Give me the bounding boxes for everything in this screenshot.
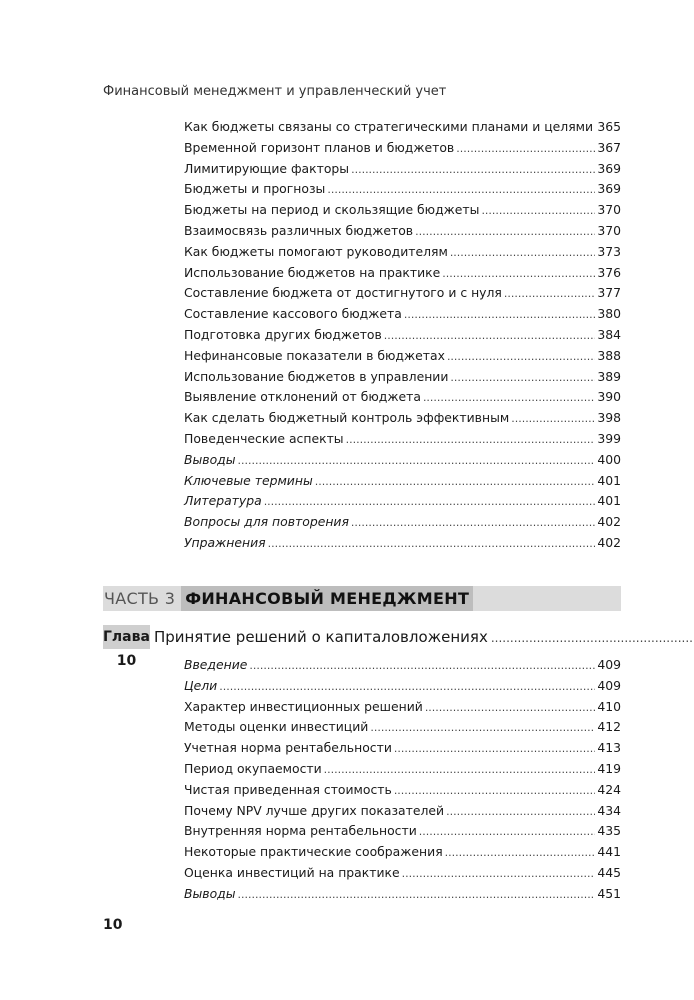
toc-entry-title: Почему NPV лучше других показателей — [184, 802, 445, 818]
toc-entry-page: 369 — [597, 181, 621, 197]
toc-entry — [184, 138, 621, 159]
toc-section-chapter-10 — [184, 655, 621, 905]
toc-entry-page: 398 — [597, 410, 621, 426]
dot-leader — [423, 388, 595, 409]
toc-entry-title: Выводы — [184, 885, 236, 901]
dot-leader — [447, 347, 595, 368]
toc-entry-page: 409 — [597, 657, 621, 672]
toc-entry-title: Нефинансовые показатели в бюджетах — [184, 347, 445, 363]
chapter-title-row — [154, 628, 694, 646]
toc-entry-page: 388 — [597, 347, 621, 363]
toc-entry-page: 435 — [597, 823, 621, 839]
chapter-title: Принятие решений о капиталовложениях — [153, 628, 488, 646]
dot-leader — [351, 513, 595, 534]
toc-entry — [184, 367, 621, 388]
toc-entry-title: Бюджеты и прогнозы — [184, 181, 326, 197]
toc-entry-page: 412 — [597, 719, 621, 735]
toc-entry-page: 365 — [597, 119, 621, 134]
dot-leader — [481, 201, 595, 222]
toc-entry — [184, 491, 621, 512]
toc-entry — [184, 325, 621, 346]
toc-entry-title: Вопросы для повторения — [184, 514, 349, 530]
toc-section-budgets — [184, 117, 621, 554]
toc-entry-title: Характер инвестиционных решений — [184, 698, 423, 714]
toc-entry-title: Временной горизонт планов и бюджетов — [184, 139, 455, 155]
toc-entry-title: Внутренняя норма рентабельности — [184, 823, 417, 839]
toc-entry — [184, 655, 621, 676]
toc-entry — [184, 117, 621, 138]
dot-leader — [415, 222, 595, 243]
toc-entry-title: Некоторые практические соображения — [184, 844, 443, 860]
dot-leader — [450, 243, 596, 264]
dot-leader — [445, 843, 596, 864]
dot-leader — [249, 656, 595, 677]
dot-leader — [450, 368, 595, 389]
toc-entry-title: Лимитирующие факторы — [184, 160, 350, 176]
toc-entry-page: 451 — [597, 885, 621, 901]
toc-entry-title: Как бюджеты помогают руководителям — [184, 243, 448, 259]
toc-entry-page: 389 — [597, 368, 621, 384]
toc-entry — [184, 801, 621, 822]
dot-leader — [394, 781, 596, 802]
dot-leader — [446, 802, 595, 823]
dot-leader — [264, 492, 596, 513]
toc-entry-title: Использование бюджетов на практике — [184, 264, 441, 280]
toc-entry-page: 402 — [597, 534, 621, 550]
running-head: Финансовый менеджмент и управленческий учет — [103, 84, 447, 99]
toc-entry — [184, 263, 621, 284]
toc-entry-title: Использование бюджетов в управлении — [184, 368, 449, 384]
toc-entry-title: Составление бюджета от достигнутого и с нуля — [184, 285, 502, 301]
toc-entry — [184, 676, 621, 697]
toc-entry-title: Как сделать бюджетный контроль эффективным — [184, 410, 510, 426]
toc-entry — [184, 842, 621, 863]
toc-entry — [184, 780, 621, 801]
toc-entry-title: Составление кассового бюджета — [184, 306, 402, 322]
dot-leader — [404, 305, 595, 326]
dot-leader — [315, 472, 596, 493]
toc-entry-page: 390 — [597, 389, 621, 405]
toc-entry-title: Бюджеты на период и скользящие бюджеты — [184, 202, 480, 218]
toc-entry — [184, 821, 621, 842]
dot-leader — [370, 718, 595, 739]
dot-leader — [351, 160, 595, 181]
part-label: ЧАСТЬ 3 — [104, 589, 176, 608]
toc-entry — [184, 533, 621, 554]
toc-entry — [184, 863, 621, 884]
toc-entry-page: 410 — [597, 698, 621, 714]
toc-entry-page: 370 — [597, 222, 621, 238]
toc-entry-title: Взаимосвязь различных бюджетов — [184, 222, 414, 238]
toc-entry — [184, 304, 621, 325]
toc-entry-title: Подготовка других бюджетов — [184, 326, 382, 342]
dot-leader — [456, 139, 595, 160]
toc-entry-title: Цели — [184, 677, 218, 693]
toc-entry-title: Выводы — [184, 451, 236, 467]
toc-entry — [184, 717, 621, 738]
toc-entry-title: Оценка инвестиций на практике — [184, 864, 400, 880]
dot-leader — [327, 180, 595, 201]
toc-entry — [184, 738, 621, 759]
part-heading — [103, 586, 621, 611]
toc-entry — [184, 200, 621, 221]
dot-leader — [504, 284, 595, 305]
toc-entry — [184, 471, 621, 492]
dot-leader — [491, 631, 694, 645]
toc-entry-title: Введение — [184, 657, 248, 672]
toc-entry-title: Упражнения — [184, 534, 266, 550]
toc-entry-title: Период окупаемости — [184, 760, 322, 776]
toc-entry-page: 402 — [597, 514, 621, 530]
toc-entry — [184, 346, 621, 367]
toc-entry — [184, 450, 621, 471]
dot-leader — [425, 698, 596, 719]
toc-entry — [184, 429, 621, 450]
toc-entry-page: 380 — [597, 306, 621, 322]
toc-entry-page: 445 — [597, 864, 621, 880]
toc-entry-page: 441 — [597, 844, 621, 860]
toc-entry-page: 376 — [597, 264, 621, 280]
toc-entry-page: 399 — [597, 430, 621, 446]
toc-entry-title: Методы оценки инвестиций — [184, 719, 369, 735]
toc-entry-title: Литература — [184, 493, 262, 509]
dot-leader — [419, 822, 596, 843]
dot-leader — [238, 451, 596, 472]
toc-entry — [184, 408, 621, 429]
toc-entry — [184, 179, 621, 200]
toc-entry-page: 434 — [597, 802, 621, 818]
dot-leader — [268, 534, 596, 555]
toc-entry-page: 370 — [597, 202, 621, 218]
toc-entry — [184, 242, 621, 263]
toc-entry — [184, 759, 621, 780]
toc-entry — [184, 221, 621, 242]
toc-entry-page: 401 — [597, 493, 621, 509]
toc-entry-page: 419 — [597, 760, 621, 776]
toc-entry — [184, 884, 621, 905]
chapter-number: Глава 10 — [103, 625, 150, 649]
toc-entry-page: 413 — [597, 740, 621, 756]
toc-entry-title: Выявление отклонений от бюджета — [184, 389, 421, 405]
toc-entry-title: Чистая приведенная стоимость — [184, 781, 392, 797]
toc-entry-title: Ключевые термины — [184, 472, 313, 488]
dot-leader — [324, 760, 596, 781]
toc-entry-title: Как бюджеты связаны со стратегическими планами и целями — [184, 119, 594, 134]
toc-entry-page: 400 — [597, 451, 621, 467]
toc-entry-page: 384 — [597, 326, 621, 342]
page-number: 10 — [103, 917, 123, 933]
toc-entry-page: 369 — [597, 160, 621, 176]
toc-entry-page: 424 — [597, 781, 621, 797]
dot-leader — [511, 409, 595, 430]
toc-entry-page: 377 — [597, 285, 621, 301]
dot-leader — [442, 264, 595, 285]
toc-entry-page: 373 — [597, 243, 621, 259]
dot-leader — [394, 739, 595, 760]
toc-entry-title: Поведенческие аспекты — [184, 430, 344, 446]
dot-leader — [346, 430, 596, 451]
toc-entry-page: 367 — [597, 139, 621, 155]
part-title: ФИНАНСОВЫЙ МЕНЕДЖМЕНТ — [181, 586, 473, 611]
toc-entry — [184, 159, 621, 180]
toc-entry-page: 401 — [597, 472, 621, 488]
dot-leader — [384, 326, 596, 347]
toc-entry-title: Учетная норма рентабельности — [184, 740, 392, 756]
toc-entry-page: 409 — [597, 677, 621, 693]
toc-entry — [184, 283, 621, 304]
toc-entry — [184, 387, 621, 408]
toc-entry — [184, 697, 621, 718]
dot-leader — [238, 885, 596, 906]
dot-leader — [402, 864, 596, 885]
dot-leader — [219, 677, 595, 698]
toc-entry — [184, 512, 621, 533]
